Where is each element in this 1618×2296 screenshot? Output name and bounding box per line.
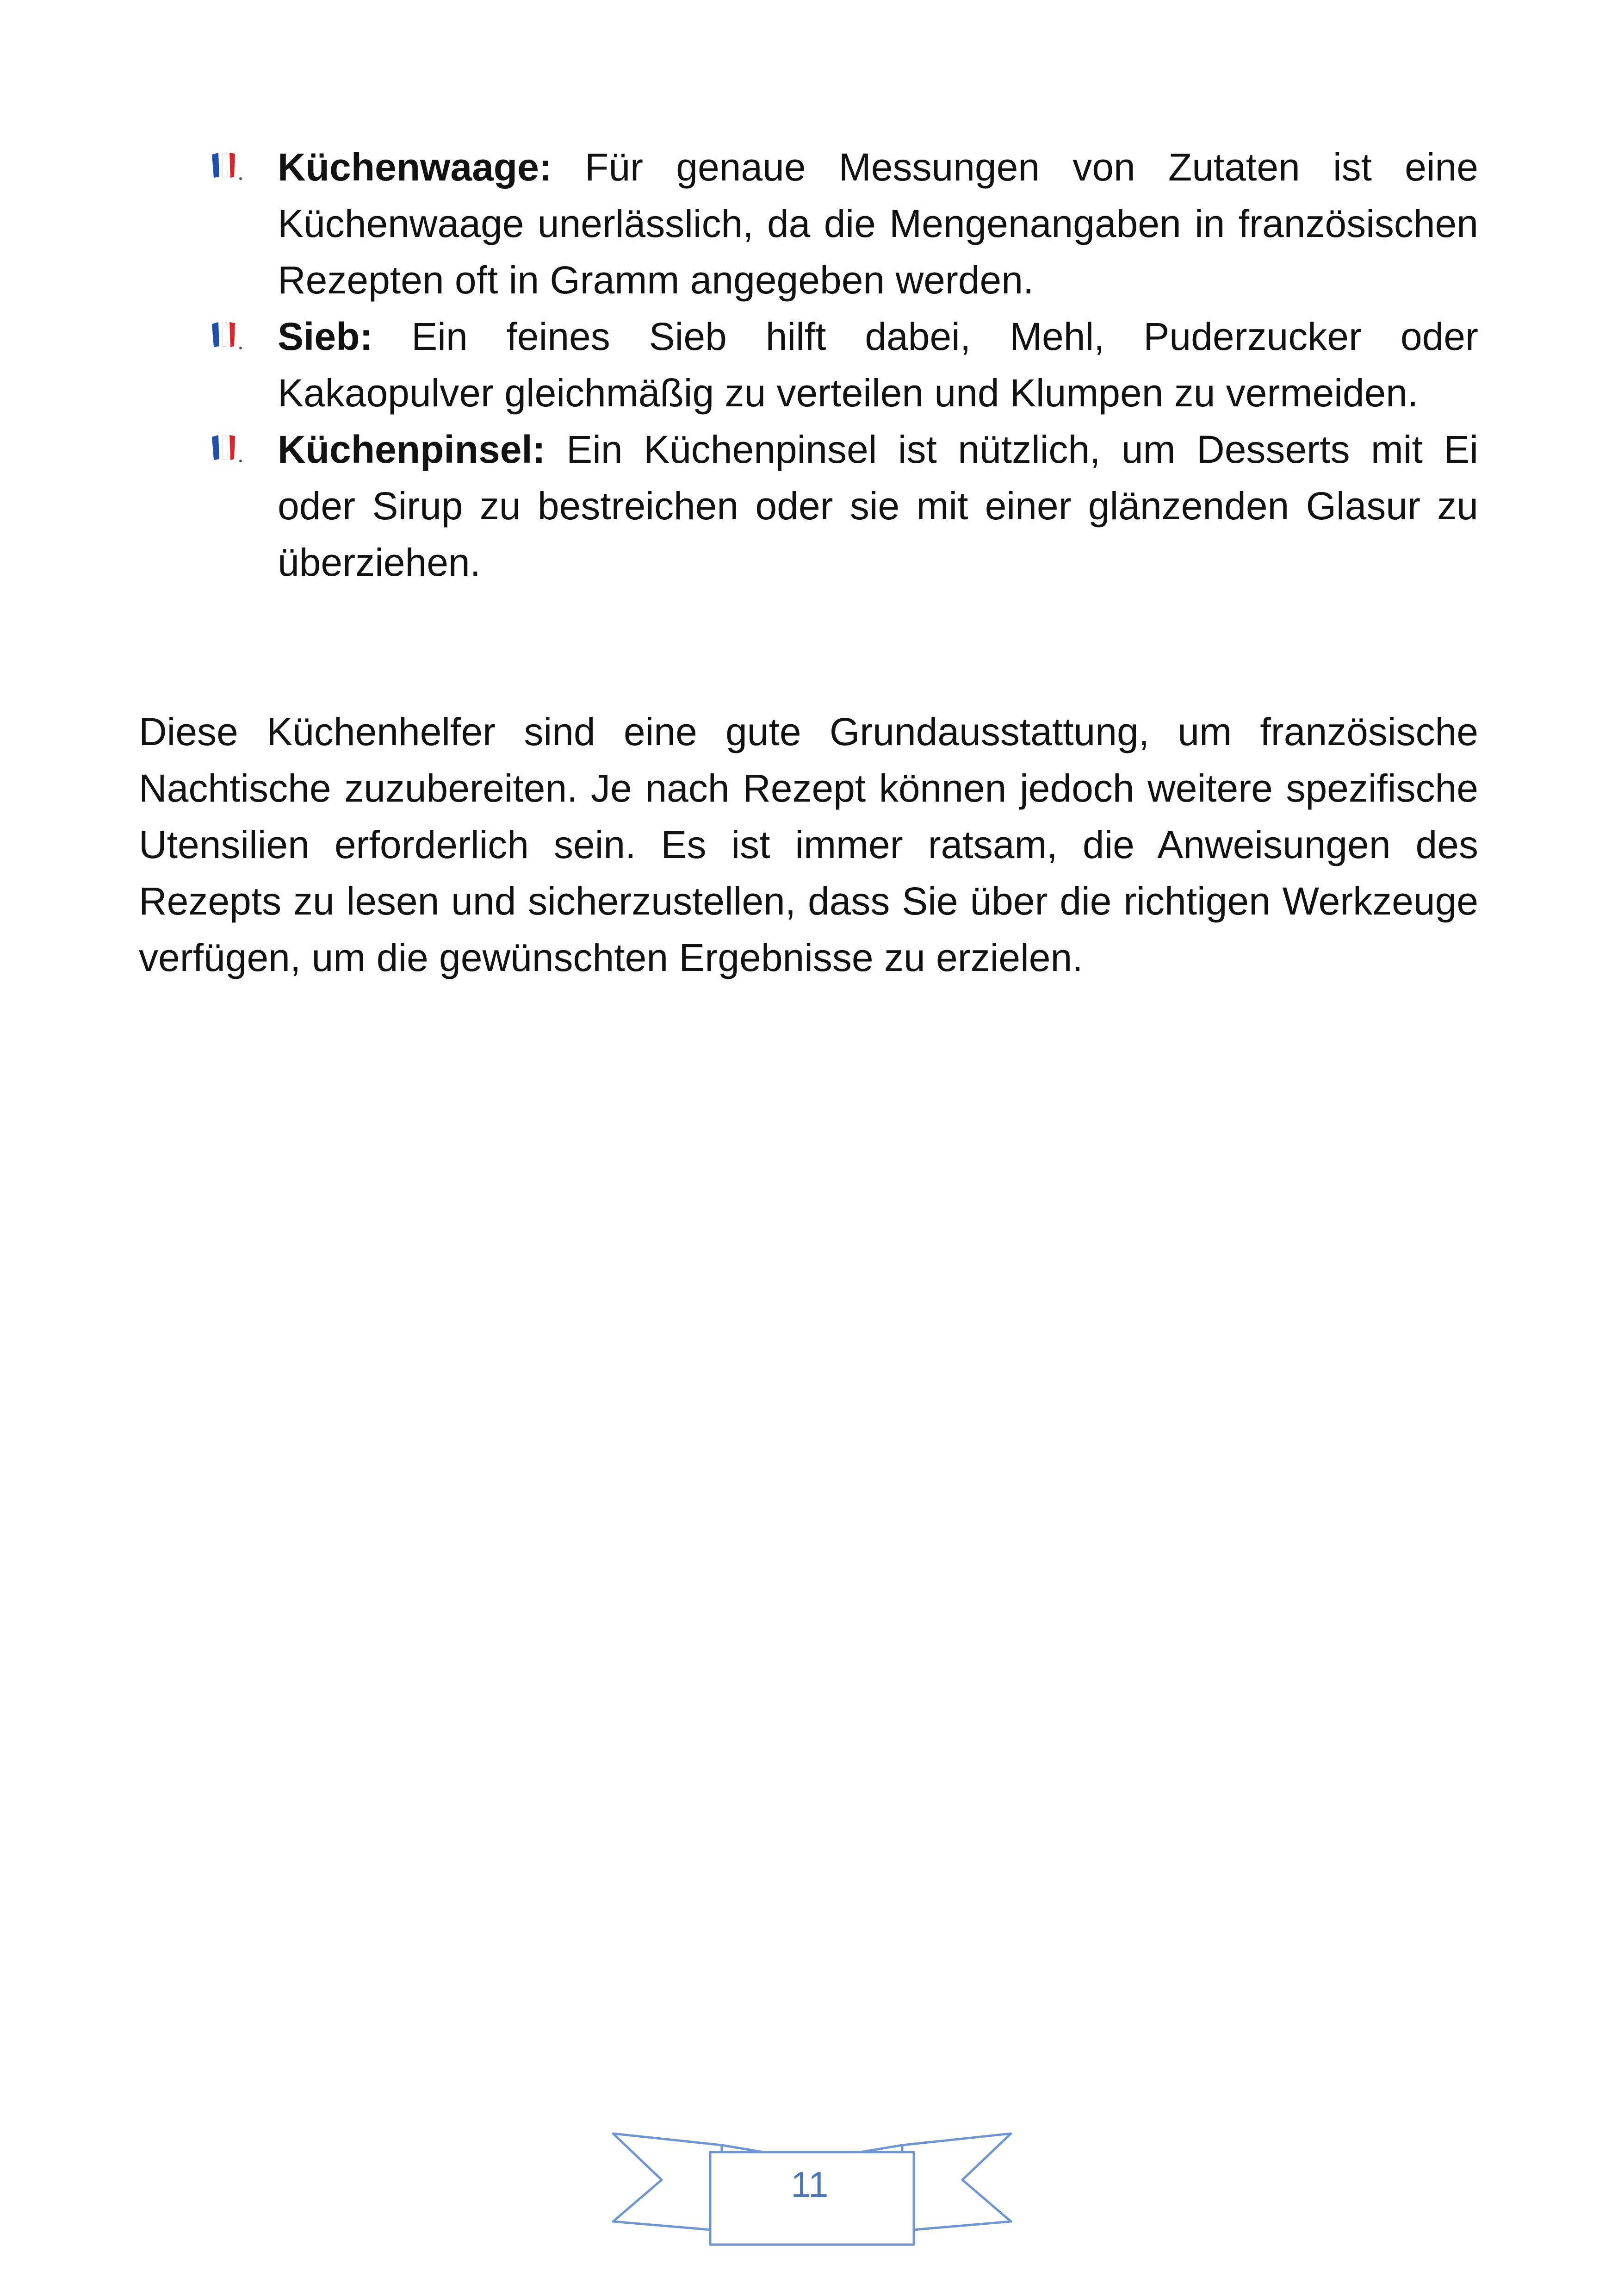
list-item: [278, 139, 1478, 308]
french-flag-bullet-icon: [208, 431, 250, 464]
summary-paragraph: Diese Küchenhelfer sind eine gute Grundausstattung, um französische Nachtische zuzubereiten. Je nach Rezept können jedoch weitere spezifische Utensilien erforderlich sein. Es ist immer ratsam, die Anweisungen des Rezepts zu lesen und sicherzustellen, dass Sie über die richtigen Werkzeuge verfügen, um die gewünschten Ergebnisse zu erzielen.: [139, 710, 1478, 979]
french-flag-bullet-icon: [208, 149, 250, 181]
french-flag-bullet-icon: [208, 318, 250, 351]
bullet-term: Küchenwaage:: [278, 145, 552, 189]
bullet-text: Für genaue Messungen von Zutaten ist eine Küchenwaage unerlässlich, da die Mengenangaben in französischen Rezepten oft in Gramm angegeben werden.: [278, 145, 1478, 302]
utensil-list: [278, 139, 1478, 591]
page-number: 11: [791, 2164, 829, 2205]
bullet-term: Sieb:: [278, 315, 373, 358]
list-item: [278, 421, 1478, 591]
bullet-text: Ein feines Sieb hilft dabei, Mehl, Puderzucker oder Kakaopulver gleichmäßig zu verteilen und Klumpen zu vermeiden.: [278, 315, 1478, 415]
list-item: [278, 308, 1478, 421]
bullet-term: Küchenpinsel:: [278, 428, 546, 471]
bullet-text: Ein Küchenpinsel ist nützlich, um Desserts mit Ei oder Sirup zu bestreichen oder sie mit einer glänzenden Glasur zu überziehen.: [278, 428, 1478, 584]
